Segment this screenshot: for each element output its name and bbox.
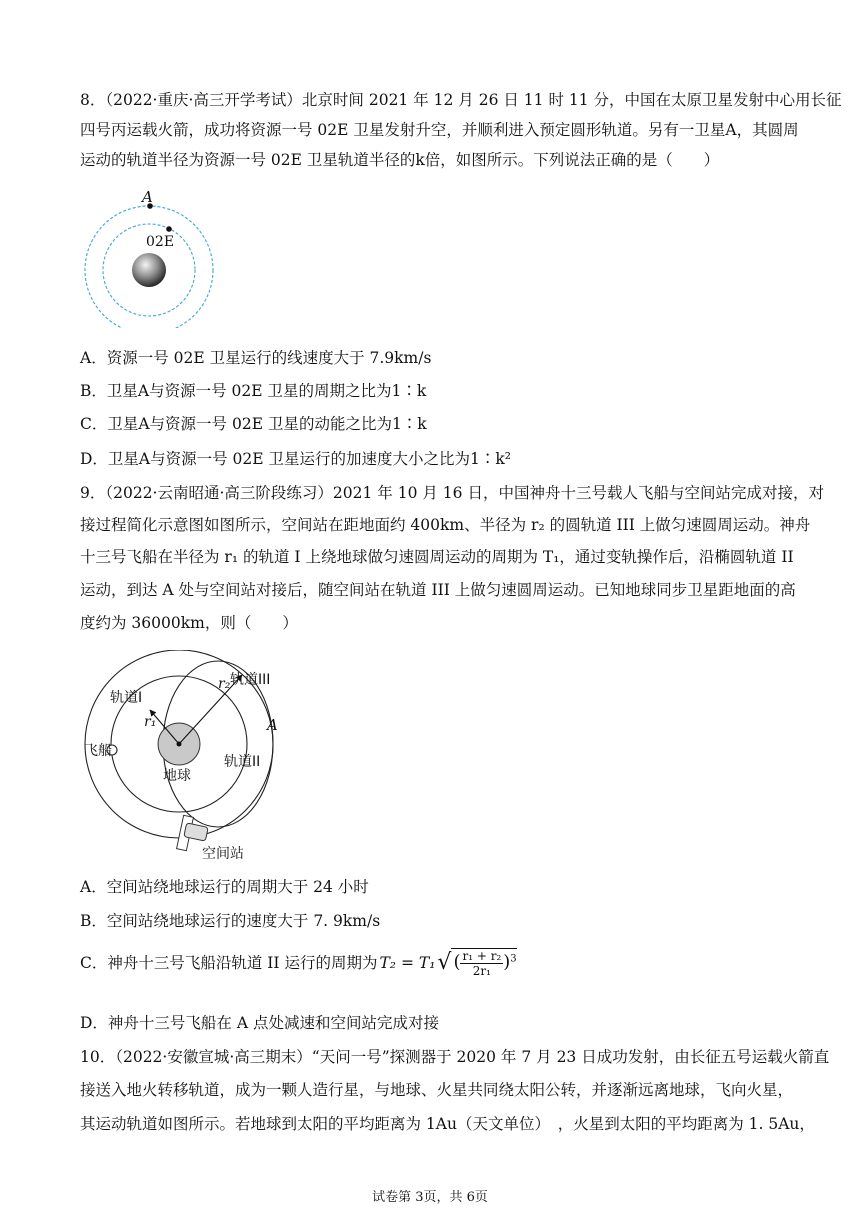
q9-option-a: A．空间站绕地球运行的周期大于 24 小时 xyxy=(80,878,369,896)
q9-option-c-exp: 3 xyxy=(510,953,517,965)
label-orbit-1: 轨道I xyxy=(110,690,143,706)
q9-option-d: D．神舟十三号飞船在 A 点处减速和空间站完成对接 xyxy=(80,1014,439,1032)
q10-line-2: 接送入地火转移轨道，成为一颗人造行星，与地球、火星共同绕太阳公转，并逐渐远离地球，飞向火星， xyxy=(80,1081,794,1099)
q9-option-c-den: 2r₁ xyxy=(472,964,491,978)
q9-line-2: 接过程简化示意图如图所示，空间站在距地面约 400km、半径为 r₂ 的圆轨道 III 上做匀速圆周运动。神舟 xyxy=(80,516,811,534)
q8-orbit-figure xyxy=(80,188,220,328)
q9-option-b: B．空间站绕地球运行的速度大于 7. 9km/s xyxy=(80,912,381,930)
satellite-02e-dot xyxy=(166,226,172,232)
label-point-a: A xyxy=(267,716,278,734)
q8-option-c: C．卫星A与资源一号 02E 卫星的动能之比为1∶k xyxy=(80,415,427,433)
q9-option-c-formula-left: T₂ = T₁ xyxy=(379,954,436,972)
q8-line-2: 四号丙运载火箭，成功将资源一号 02E 卫星发射升空，并顺利进入预定圆形轨道。另有一卫星A，其圆周 xyxy=(80,121,799,139)
q9-docking-figure xyxy=(84,650,304,862)
label-station: 空间站 xyxy=(202,846,244,862)
label-r2: r₂ xyxy=(218,676,231,692)
q8-option-d: D．卫星A与资源一号 02E 卫星运行的加速度大小之比为1∶k² xyxy=(80,450,511,468)
q8-line-1: 8．（2022·重庆·高三开学考试）北京时间 2021 年 12 月 26 日 11 时 11 分，中国在太原卫星发射中心用长征 xyxy=(80,91,842,109)
q10-line-3: 其运动轨道如图所示。若地球到太阳的平均距离为 1Au（天文单位） ，火星到太阳的平均距离为 1. 5Au， xyxy=(80,1115,815,1133)
q9-line-4: 运动，到达 A 处与空间站对接后，随空间站在轨道 III 上做匀速圆周运动。已知地球同步卫星距地面的高 xyxy=(80,581,796,599)
q9-option-c-num: r₁ + r₂ xyxy=(462,949,502,963)
q8-option-b: B．卫星A与资源一号 02E 卫星的周期之比为1∶k xyxy=(80,382,427,400)
label-orbit-2: 轨道II xyxy=(224,754,261,770)
label-orbit-3: 轨道III xyxy=(230,672,271,688)
q10-line-1: 10．（2022·安徽宣城·高三期末）“天问一号”探测器于 2020 年 7 月 23 日成功发射，由长征五号运载火箭直 xyxy=(80,1048,830,1066)
q8-line-3: 运动的轨道半径为资源一号 02E 卫星轨道半径的k倍，如图所示。下列说法正确的是（ ） xyxy=(80,151,720,169)
label-a: A xyxy=(142,188,153,206)
q9-line-5: 度约为 36000km，则（ ） xyxy=(80,614,298,632)
label-earth: 地球 xyxy=(163,768,191,784)
page-footer: 试卷第 3页，共 6页 xyxy=(372,1190,488,1205)
label-ship: 飞船 xyxy=(84,743,112,759)
q9-option-c-sqrt: ( $\frac{\text{r₁ + r₂}}{\text{2r₁}}$ )$^3$ xyxy=(453,949,517,978)
q9-line-3: 十三号飞船在半径为 r₁ 的轨道 I 上绕地球做匀速圆周运动的周期为 T₁，通过变轨操作后，沿椭圆轨道 II xyxy=(80,548,794,566)
planet-icon xyxy=(132,253,166,287)
q9-option-c: C．神舟十三号飞船沿轨道 II 运行的周期为 T₂ = T₁ √ ( $\frac{\text{r₁ + r₂}}{\text{2r₁}}$ )$^3$ xyxy=(80,949,517,978)
q9-line-1: 9．（2022·云南昭通·高三阶段练习）2021 年 10 月 16 日，中国神舟十三号载人飞船与空间站完成对接，对 xyxy=(80,484,824,502)
q9-option-c-text: C．神舟十三号飞船沿轨道 II 运行的周期为 xyxy=(80,954,378,972)
label-02e: 02E xyxy=(146,234,175,250)
q8-option-a: A．资源一号 02E 卫星运行的线速度大于 7.9km/s xyxy=(80,349,432,367)
label-r1: r₁ xyxy=(144,714,157,730)
q9-option-c-fraction xyxy=(460,949,503,978)
